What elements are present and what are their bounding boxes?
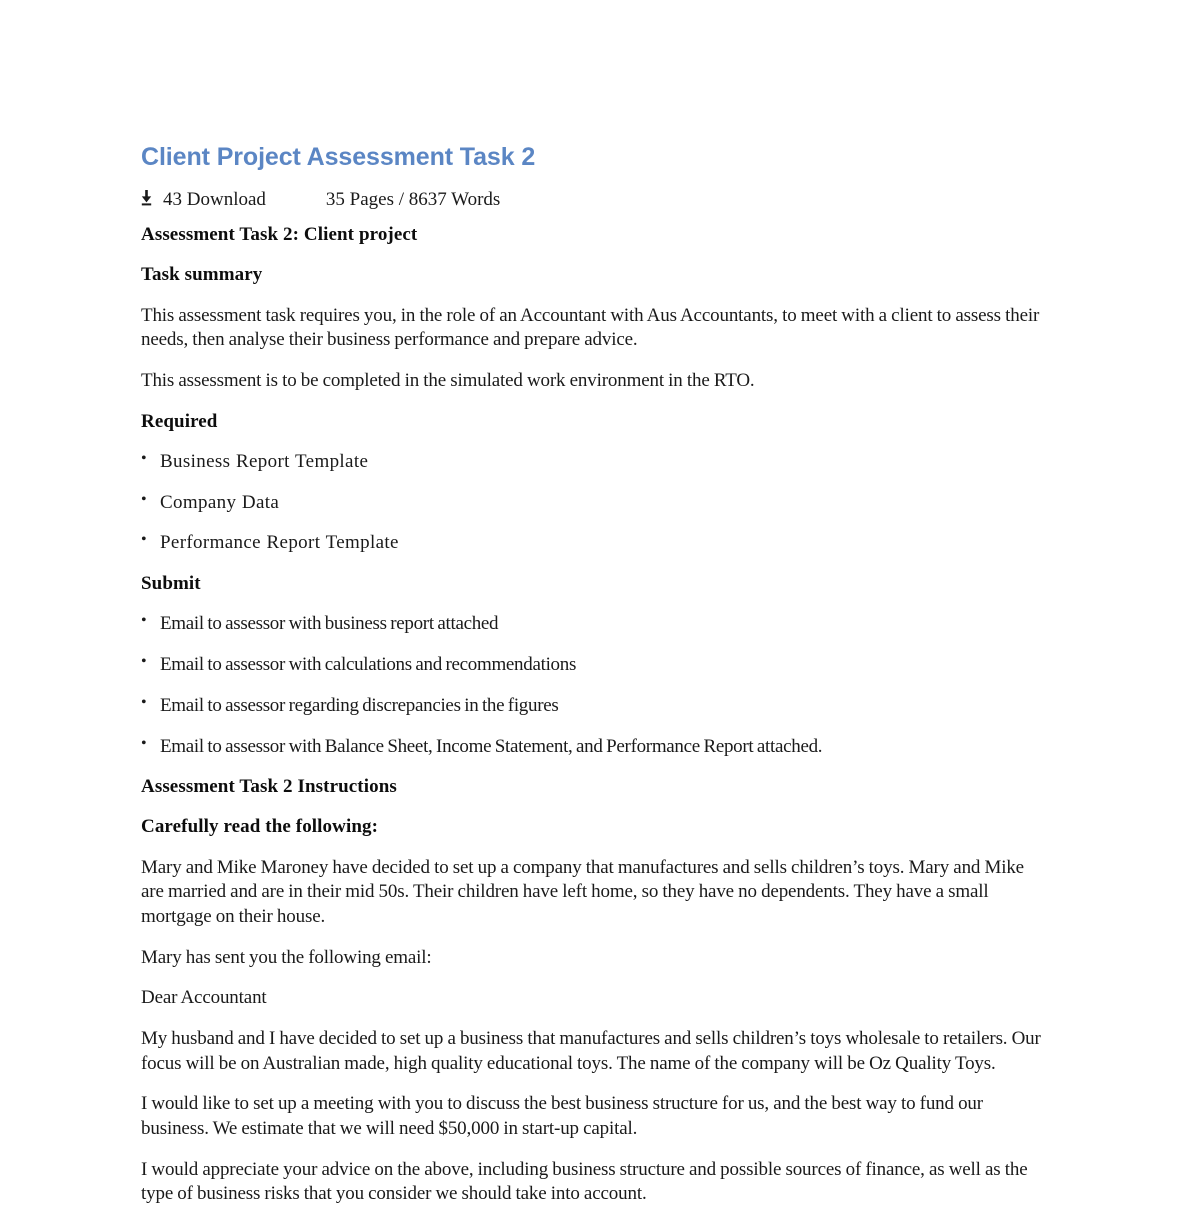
list-item: • Performance Report Template bbox=[141, 531, 1041, 555]
email-paragraph-3: I would appreciate your advice on the above, including business structure and possible sources of finance, as well as the type of business risks that you consider we should take into account. bbox=[141, 1158, 1028, 1205]
task-summary-heading: Task summary bbox=[141, 264, 263, 286]
email-salutation: Dear Accountant bbox=[141, 987, 267, 1009]
download-count: 43 Download bbox=[163, 188, 266, 210]
list-item: • Email to assessor regarding discrepancies in the figures bbox=[141, 694, 1041, 718]
required-heading: Required bbox=[141, 410, 218, 432]
pages-words-count: 35 Pages / 8637 Words bbox=[325, 188, 501, 210]
list-item: • Business Report Template bbox=[141, 450, 1041, 474]
submit-list bbox=[141, 612, 1041, 758]
page-title: Client Project Assessment Task 2 bbox=[141, 143, 536, 171]
email-paragraph-1: My husband and I have decided to set up a business that manufactures and sells children’s toys wholesale to retailers. Our focus will be on Australian made, high quality educational toys. The name of the company will be Oz Quality Toys. bbox=[141, 1028, 1041, 1074]
assessment-task-heading: Assessment Task 2: Client project bbox=[141, 224, 418, 246]
carefully-read-heading: Carefully read the following: bbox=[141, 816, 379, 838]
list-item: • Email to assessor with Balance Sheet, Income Statement, and Performance Report attached. bbox=[141, 735, 1041, 759]
scenario-paragraph-2: Mary has sent you the following email: bbox=[141, 946, 432, 968]
list-item: • Email to assessor with business report attached bbox=[141, 612, 1041, 636]
list-item: • Company Data bbox=[141, 491, 1041, 515]
task-summary-paragraph-1: This assessment task requires you, in the role of an Accountant with Aus Accountants, to meet with a client to assess their needs, then analyse their business performance and prepare advice. bbox=[141, 304, 1040, 351]
document-meta-row bbox=[141, 188, 1041, 212]
download-arrow-icon bbox=[141, 190, 157, 206]
list-item: • Email to assessor with calculations and recommendations bbox=[141, 653, 1041, 677]
email-paragraph-2: I would like to set up a meeting with you to discuss the best business structure for us, and the best way to fund our business. We estimate that we will need $50,000 in start-up capital. bbox=[141, 1093, 983, 1140]
instructions-heading: Assessment Task 2 Instructions bbox=[141, 776, 397, 798]
required-list bbox=[141, 450, 1041, 555]
document-body bbox=[141, 144, 1041, 1223]
scenario-paragraph-1: Mary and Mike Maroney have decided to set up a company that manufactures and sells children’s toys. Mary and Mike are married and are in their mid 50s. Their children have left home, so they have no dependents. They have a small mortgage on their house. bbox=[141, 856, 1024, 927]
task-summary-paragraph-2: This assessment is to be completed in the simulated work environment in the RTO. bbox=[141, 369, 755, 391]
submit-heading: Submit bbox=[141, 573, 201, 595]
